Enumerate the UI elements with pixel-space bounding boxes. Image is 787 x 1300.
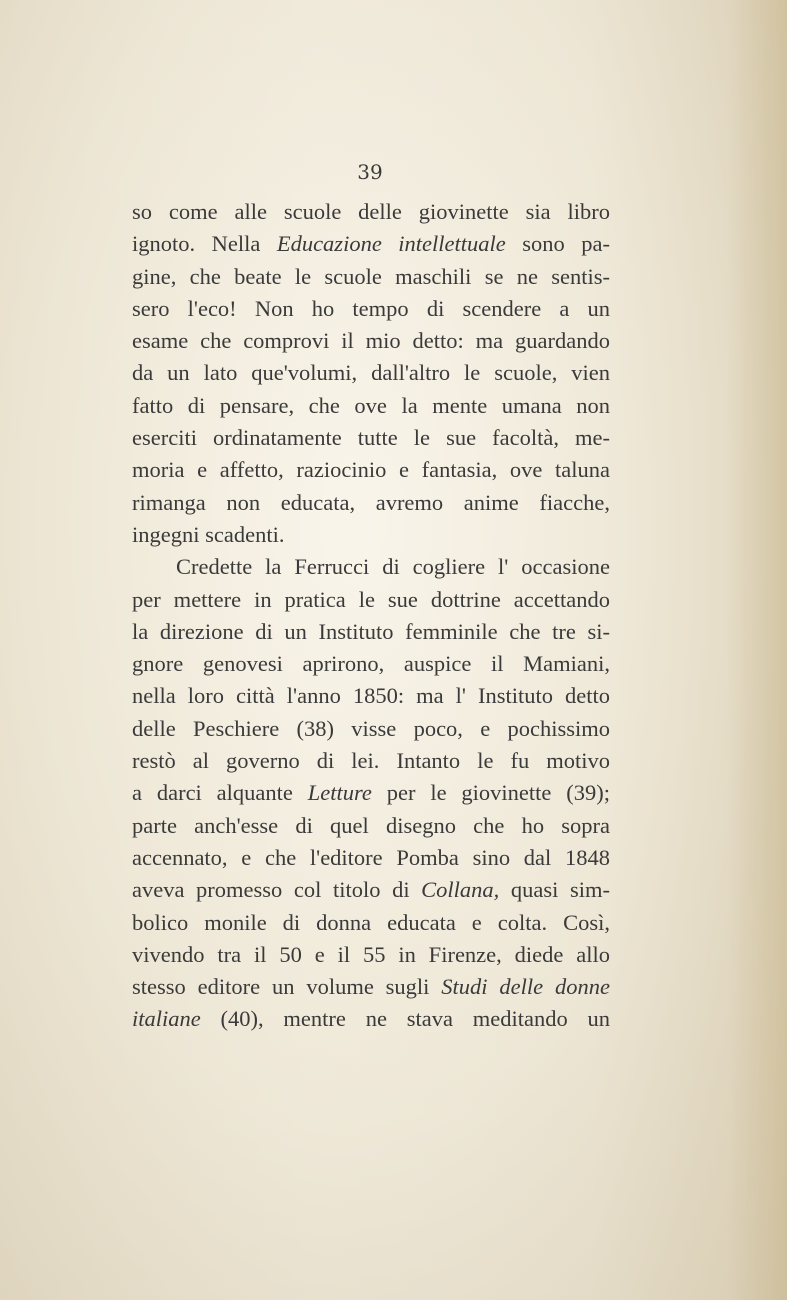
text-run: rimanga non educata, avremo anime fiacche, bbox=[132, 489, 610, 515]
italic-title: italiane bbox=[132, 1006, 201, 1032]
text-run: restò al governo di lei. Intanto le fu motivo bbox=[132, 748, 610, 774]
text-line bbox=[132, 584, 610, 616]
text-run: per mettere in pratica le sue dottrine accettando bbox=[132, 586, 610, 612]
text-line bbox=[132, 874, 610, 906]
italic-title: Educazione intellettuale bbox=[276, 231, 506, 257]
text-run: da un lato que'volumi, dall'altro le scuole, vien bbox=[132, 360, 610, 386]
text-run: quasi sim- bbox=[499, 877, 610, 903]
text-line bbox=[132, 1003, 610, 1035]
page-number: 39 bbox=[357, 160, 383, 184]
text-line bbox=[132, 519, 610, 551]
text-run: bolico monile di donna educata e colta. Così, bbox=[132, 909, 610, 935]
text-line bbox=[132, 293, 610, 325]
text-line bbox=[132, 648, 610, 680]
italic-title: Letture bbox=[307, 780, 372, 806]
text-line bbox=[132, 422, 610, 454]
text-run: nella loro città l'anno 1850: ma l' Instituto detto bbox=[132, 683, 610, 709]
text-line bbox=[132, 551, 610, 583]
text-run: accennato, e che l'editore Pomba sino dal 1848 bbox=[132, 844, 610, 870]
text-run: (40), mentre ne stava meditando un bbox=[200, 1006, 610, 1032]
text-line bbox=[132, 713, 610, 745]
italic-title: Collana, bbox=[421, 877, 500, 903]
text-line bbox=[132, 680, 610, 712]
text-line bbox=[132, 616, 610, 648]
text-run: vivendo tra il 50 e il 55 in Firenze, diede allo bbox=[132, 941, 610, 967]
text-line bbox=[132, 939, 610, 971]
text-run: so come alle scuole delle giovinette sia libro bbox=[132, 199, 610, 224]
text-line bbox=[132, 810, 610, 842]
text-run: gine, che beate le scuole maschili se ne sentis- bbox=[132, 263, 610, 289]
text-run: eserciti ordinatamente tutte le sue facoltà, me- bbox=[132, 425, 610, 451]
text-run: sono pa- bbox=[505, 231, 610, 257]
text-line bbox=[132, 196, 610, 228]
text-run: sero l'eco! Non ho tempo di scendere a un bbox=[132, 295, 610, 321]
text-line bbox=[132, 228, 610, 260]
text-line bbox=[132, 907, 610, 939]
text-line bbox=[132, 390, 610, 422]
text-run: delle Peschiere (38) visse poco, e pochissimo bbox=[132, 715, 610, 741]
text-run: stesso editore un volume sugli bbox=[132, 974, 442, 1000]
text-run: esame che comprovi il mio detto: ma guardando bbox=[132, 328, 610, 354]
text-run: aveva promesso col titolo di bbox=[132, 877, 422, 903]
text-line bbox=[132, 325, 610, 357]
text-run: fatto di pensare, che ove la mente umana non bbox=[132, 392, 610, 418]
page-edge-shadow bbox=[727, 0, 787, 1300]
text-run: ignoto. Nella bbox=[132, 231, 277, 257]
text-line bbox=[132, 777, 610, 809]
text-run: moria e affetto, raziocinio e fantasia, ove taluna bbox=[132, 457, 610, 483]
text-run: Credette la Ferrucci di cogliere l' occasione bbox=[176, 554, 610, 580]
text-run: a darci alquante bbox=[132, 780, 308, 806]
text-run: la direzione di un Instituto femminile che tre si- bbox=[132, 618, 610, 644]
text-line bbox=[132, 842, 610, 874]
text-line bbox=[132, 971, 610, 1003]
text-line bbox=[132, 261, 610, 293]
text-run: ingegni scadenti. bbox=[132, 521, 285, 547]
text-line bbox=[132, 357, 610, 389]
text-run: parte anch'esse di quel disegno che ho sopra bbox=[132, 812, 610, 838]
text-line bbox=[132, 454, 610, 486]
body-text bbox=[132, 196, 610, 1036]
text-line bbox=[132, 487, 610, 519]
text-run: per le giovinette (39); bbox=[371, 780, 610, 806]
text-run: gnore genovesi aprirono, auspice il Mamiani, bbox=[132, 651, 610, 677]
text-line bbox=[132, 745, 610, 777]
italic-title: Studi delle donne bbox=[441, 974, 610, 1000]
